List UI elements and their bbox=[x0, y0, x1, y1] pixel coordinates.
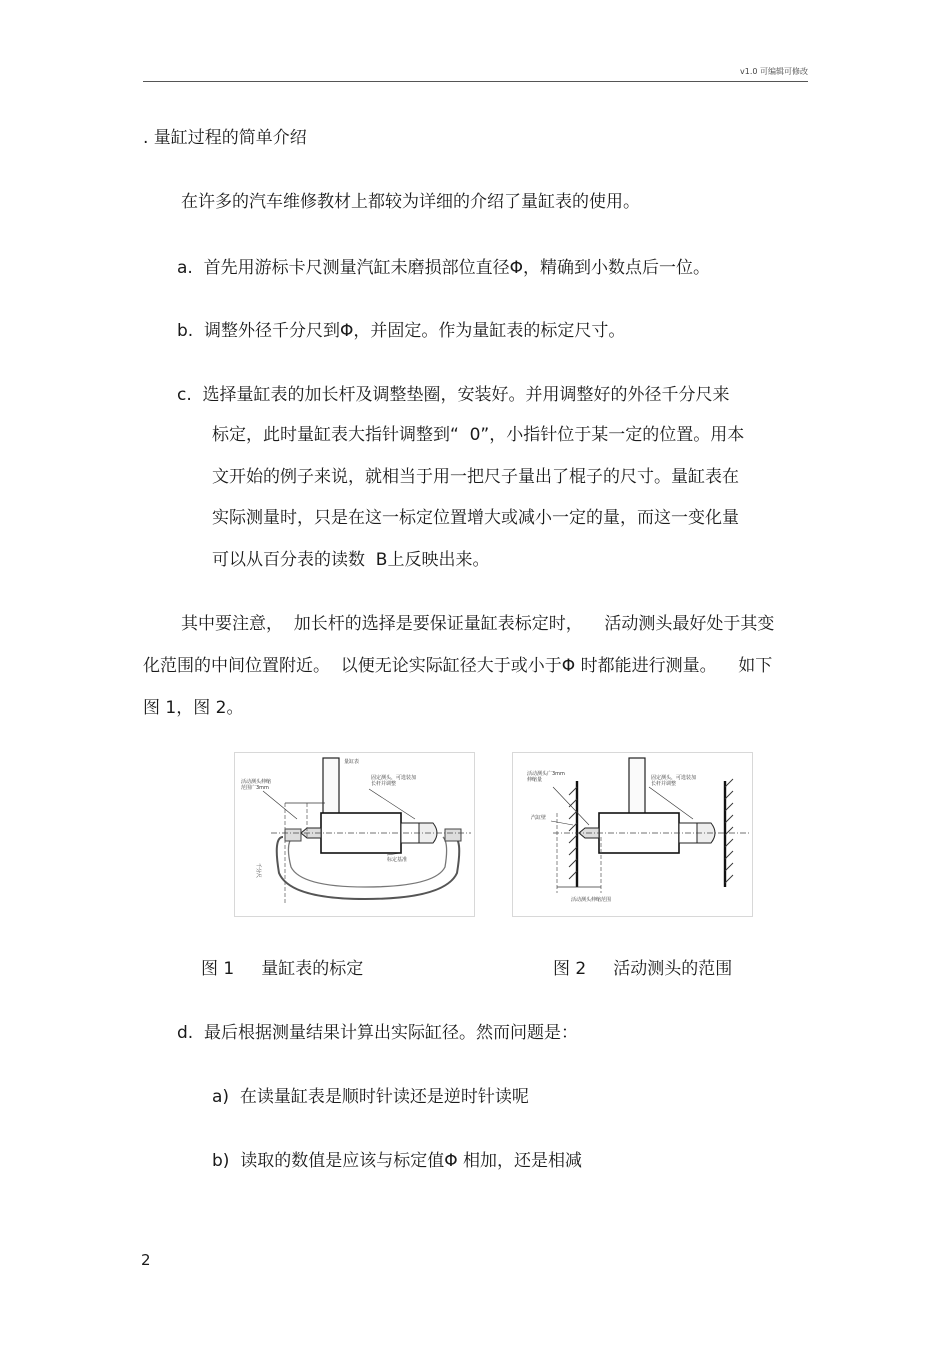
figure-2-label-right: 固定测头，可选装加长杆并调整 bbox=[651, 775, 697, 787]
figure-2-label-top-left: 活动测头广3mm 伸缩量 bbox=[527, 771, 565, 783]
section-title: . 量缸过程的简单介绍 bbox=[143, 128, 307, 148]
header-rule bbox=[143, 81, 808, 82]
figure-1-label-side: 千分尺 bbox=[255, 863, 261, 879]
step-c-line-1: c. 选择量缸表的加长杆及调整垫圈，安装好。并用调整好的外径千分尺来 bbox=[177, 385, 730, 405]
header-version: v1.0 可编辑可修改 bbox=[740, 67, 808, 76]
page-number: 2 bbox=[141, 1251, 151, 1269]
step-c-line-3: 文开始的例子来说，就相当于用一把尺子量出了棍子的尺寸。量缸表在 bbox=[212, 467, 739, 487]
figure-1-calibration-diagram bbox=[234, 752, 475, 917]
figure-2-probe-range-diagram bbox=[512, 752, 753, 917]
figure-1-label-right: 固定测头，可选装加长杆并调整 bbox=[371, 775, 417, 787]
question-a: a) 在读量缸表是顺时针读还是逆时针读呢 bbox=[212, 1087, 529, 1107]
step-d: d. 最后根据测量结果计算出实际缸径。然而问题是： bbox=[177, 1023, 579, 1043]
step-c-line-2: 标定，此时量缸表大指针调整到“ 0”，小指针位于某一定的位置。用本 bbox=[212, 425, 745, 445]
figure-1-label-top: 量缸表 bbox=[344, 759, 360, 765]
note-line-2: 化范围的中间位置附近。 以便无论实际缸径大于或小于Φ 时都能进行测量。 如下 bbox=[143, 656, 773, 676]
step-a: a. 首先用游标卡尺测量汽缸未磨损部位直径Φ，精确到小数点后一位。 bbox=[177, 258, 711, 278]
question-b: b) 读取的数值是应该与标定值Φ 相加，还是相减 bbox=[212, 1151, 583, 1171]
note-line-1: 其中要注意， 加长杆的选择是要保证量缸表标定时， 活动测头最好处于其变 bbox=[181, 614, 775, 634]
figure-2-label-bottom: 活动测头伸缩范围 bbox=[571, 897, 612, 903]
step-c-line-5: 可以从百分表的读数 B上反映出来。 bbox=[212, 550, 490, 570]
intro-paragraph: 在许多的汽车维修教材上都较为详细的介绍了量缸表的使用。 bbox=[181, 192, 640, 212]
step-c-line-4: 实际测量时，只是在这一标定位置增大或减小一定的量，而这一变化量 bbox=[212, 508, 739, 528]
note-line-3: 图 1，图 2。 bbox=[143, 698, 244, 718]
step-b: b. 调整外径千分尺到Φ，并固定。作为量缸表的标定尺寸。 bbox=[177, 321, 626, 341]
figure-2-label-cylinder: 汽缸壁 bbox=[531, 815, 547, 821]
figure-1-label-bottom: 标定基准 bbox=[387, 857, 408, 863]
figure-1-label-left: 活动测头伸缩范围广3mm bbox=[241, 779, 272, 791]
figure-2-caption: 图 2 活动测头的范围 bbox=[553, 959, 733, 979]
figure-1-caption: 图 1 量缸表的标定 bbox=[201, 959, 364, 979]
